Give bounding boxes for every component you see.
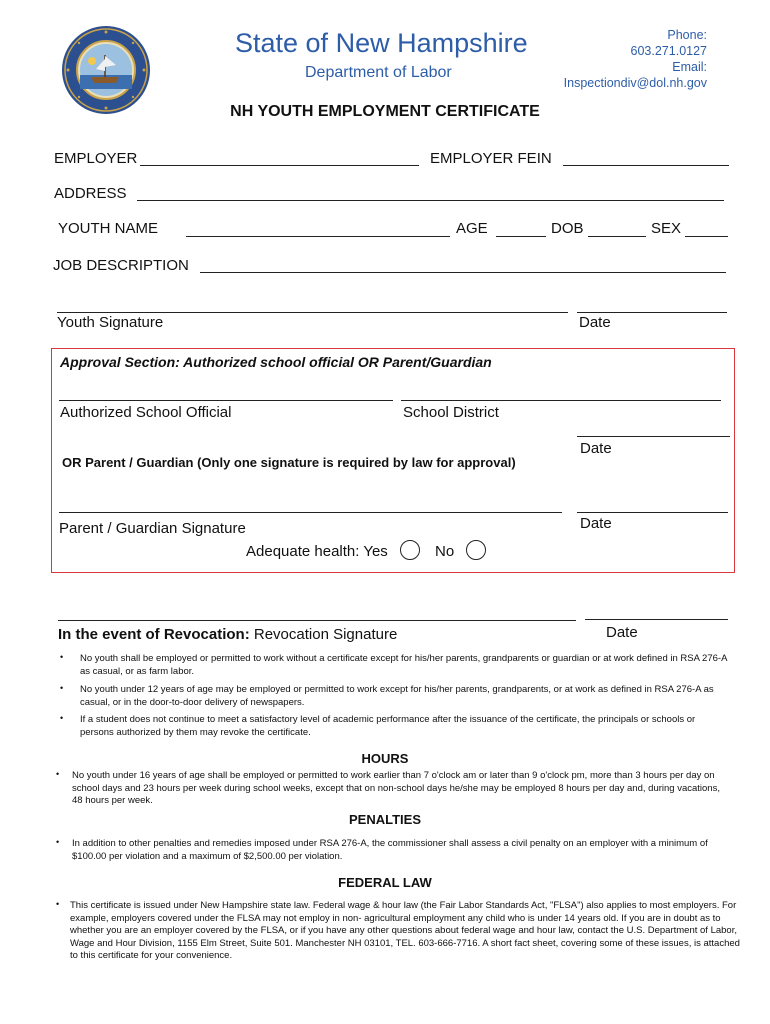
rule-item: No youth under 12 years of age may be employed or permitted to work except for his/her parents, grandparents, or at work as defined in RSA 276-A as casual, or in the door-to-door delivery of newspapers. <box>80 684 714 708</box>
revocation-label <box>58 626 397 643</box>
bullet: • <box>60 713 64 723</box>
age-label: AGE <box>456 220 488 237</box>
contact-info <box>564 27 707 91</box>
penalties-text: In addition to other penalties and remedies imposed under RSA 276-A, the commissioner shall assess a civil penalty on an employer with a minimum of $100.00 per violation and a maximum of $2,500.00 per violation. <box>72 838 708 862</box>
revocation-date-field[interactable] <box>585 619 728 620</box>
school-official-field[interactable] <box>59 400 393 401</box>
revocation-date-label: Date <box>606 624 638 641</box>
youth-name-label: YOUTH NAME <box>58 220 159 237</box>
bullet: • <box>56 837 60 847</box>
parent-signature-label: Parent / Guardian Signature <box>59 520 246 537</box>
dob-label: DOB <box>551 220 584 237</box>
job-description-label: JOB DESCRIPTION <box>53 257 189 274</box>
school-official-label: Authorized School Official <box>60 404 232 421</box>
employer-field[interactable] <box>140 165 419 166</box>
bullet: • <box>56 899 60 909</box>
youth-name-field[interactable] <box>186 236 450 237</box>
adequate-health-label: Adequate health: Yes <box>246 543 388 560</box>
penalties-heading: PENALTIES <box>349 812 421 827</box>
state-seal-icon <box>61 25 151 115</box>
certificate-title: NH YOUTH EMPLOYMENT CERTIFICATE <box>230 103 540 120</box>
page-title: State of New Hampshire <box>235 28 528 58</box>
youth-signature-label: Youth Signature <box>57 314 164 331</box>
bullet: • <box>60 652 64 662</box>
bullet: • <box>60 683 64 693</box>
youth-date-label: Date <box>579 314 611 331</box>
department-name: Department of Labor <box>305 64 452 81</box>
sex-label: SEX <box>651 220 682 237</box>
school-district-field[interactable] <box>401 400 721 401</box>
sex-field[interactable] <box>685 236 728 237</box>
parent-date-field[interactable] <box>577 512 728 513</box>
employer-fein-field[interactable] <box>563 165 729 166</box>
employer-label: EMPLOYER <box>54 150 138 167</box>
school-date-field[interactable] <box>577 436 730 437</box>
address-label: ADDRESS <box>54 185 127 202</box>
email-address[interactable]: Inspectiondiv@dol.nh.gov <box>563 76 707 90</box>
health-no-label: No <box>435 543 455 560</box>
email-label: Email: <box>672 60 707 74</box>
parent-date-label: Date <box>580 515 612 532</box>
hours-heading: HOURS <box>361 751 409 766</box>
parent-signature-field[interactable] <box>59 512 562 513</box>
revocation-bold: In the event of Revocation: <box>58 626 250 643</box>
hours-text: No youth under 16 years of age shall be employed or permitted to work earlier than 7 o'clock am or later than 9 o'clock pm, more than 3 hours per day on school days and 23 hours per week during school weeks, except that on non-school days he/she may be employed 8 hours per day and, during vacations, 48 hours per week. <box>72 770 720 806</box>
rule-item: If a student does not continue to meet a satisfactory level of academic performance after the issuance of the certificate, the principals or schools or persons authorized by them may revoke the certificate. <box>80 714 696 738</box>
phone-number: 603.271.0127 <box>630 44 707 58</box>
dob-field[interactable] <box>588 236 646 237</box>
school-district-label: School District <box>403 404 499 421</box>
job-description-field[interactable] <box>200 272 726 273</box>
rule-item: No youth shall be employed or permitted to work without a certificate except for his/her parents, grandparents or guardian or at work defined in RSA 276-A as casual, or as farm labor. <box>80 653 727 677</box>
youth-signature-field[interactable] <box>57 312 568 313</box>
school-date-label: Date <box>580 440 612 457</box>
address-field[interactable] <box>137 200 724 201</box>
federal-law-text: This certificate is issued under New Hampshire state law. Federal wage & hour law (the Fair Labor Standards Act, "FLSA") also applies to most employers. For example, employers covered under the FLSA may not employ in non- agricultural employment any child who is under 14 years old. If you are in doubt as to whether you are an employer covered by the FLSA, or if you have any other questions about federal wage and hour law, contact the U.S. Department of Labor, Wage and Hour Division, 1155 Elm Street, Suite 501. Manchester NH 03101, TEL. 603-666-7716. A short fact sheet, covering some of these issues, is attached to this certificate for your convenience. <box>70 900 740 961</box>
revocation-signature-field[interactable] <box>58 620 576 621</box>
employer-fein-label: EMPLOYER FEIN <box>430 150 552 167</box>
bullet: • <box>56 769 60 779</box>
age-field[interactable] <box>496 236 546 237</box>
approval-heading: Approval Section: Authorized school official OR Parent/Guardian <box>60 354 492 370</box>
youth-signature-date-field[interactable] <box>577 312 727 313</box>
or-parent-note: OR Parent / Guardian (Only one signature is required by law for approval) <box>62 455 516 470</box>
revocation-signature-label: Revocation Signature <box>249 626 398 643</box>
federal-law-heading: FEDERAL LAW <box>338 875 432 890</box>
health-yes-radio[interactable] <box>400 540 420 560</box>
health-no-radio[interactable] <box>466 540 486 560</box>
phone-label: Phone: <box>667 28 707 42</box>
